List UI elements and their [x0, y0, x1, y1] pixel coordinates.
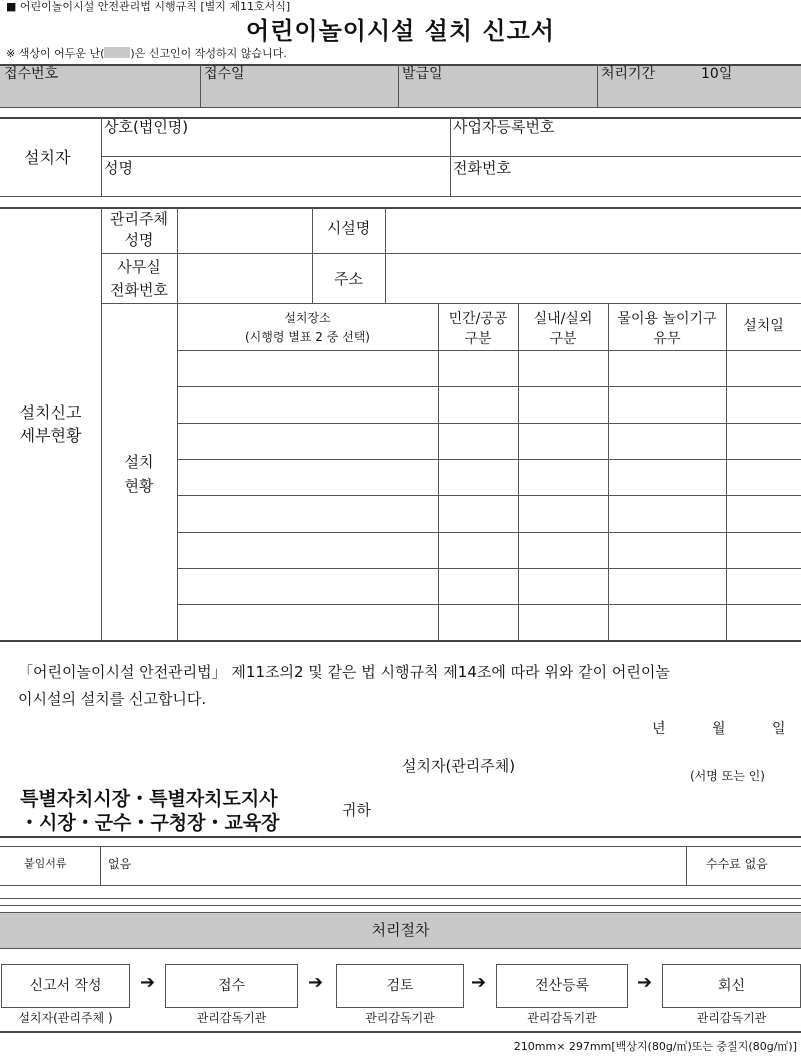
step-receive-actor: 관리감독기관	[196, 1011, 267, 1025]
col-water-equipment: 물이용 놀이기구 유무	[617, 311, 717, 347]
details-section-label: 설치신고 세부현황	[19, 403, 82, 445]
installer-phone-field[interactable]: 전화번호	[453, 159, 511, 177]
col-public-private: 민간/공공 구분	[448, 311, 508, 347]
issue-date-label: 발급일	[402, 66, 443, 82]
procedure-title: 처리절차	[371, 921, 430, 939]
honorific: 귀하	[342, 801, 371, 819]
address-field[interactable]	[388, 256, 798, 300]
company-name-field[interactable]: 상호(법인명)	[104, 118, 189, 136]
step-write-form-actor: 설치자(관리주체 )	[18, 1011, 113, 1025]
arrow-icon: ➔	[471, 972, 487, 993]
form-title: 어린이놀이시설 설치 신고서	[246, 17, 555, 45]
office-phone-field[interactable]	[179, 256, 309, 300]
shade-sample	[104, 47, 130, 58]
install-status-label: 설치 현황	[124, 453, 154, 495]
attachments-value: 없음	[108, 857, 132, 871]
arrow-icon: ➔	[308, 972, 324, 993]
installer-name-field[interactable]: 성명	[104, 159, 133, 177]
paper-size-note: 210mm× 297mm[백상지(80g/㎡)또는 중질지(80g/㎡)]	[513, 1040, 797, 1053]
step-reply: 회신	[662, 964, 801, 1008]
manager-name-field[interactable]	[179, 210, 309, 250]
step-review: 검토	[336, 964, 464, 1008]
facility-name-field[interactable]	[388, 210, 798, 250]
processing-period-label: 처리기간	[601, 66, 656, 82]
col-location: 설치장소 (시행령 별표 2 중 선택)	[245, 311, 370, 344]
manager-label: 관리주체 성명	[110, 210, 168, 249]
declaration-line-2: 이시설의 설치를 신고합니다.	[18, 690, 207, 708]
recipient-line-2: ・시장・군수・구청장・교육장	[20, 812, 280, 834]
step-receive: 접수	[165, 964, 298, 1008]
signer-label: 설치자(관리주체)	[402, 757, 516, 775]
business-reg-no-field[interactable]: 사업자등록번호	[453, 118, 555, 136]
receipt-date-label: 접수일	[204, 66, 245, 82]
receipt-no-label: 접수번호	[4, 66, 59, 82]
step-review-actor: 관리감독기관	[365, 1011, 435, 1025]
attachments-label: 붙임서류	[24, 857, 67, 870]
processing-period-value: 10일	[701, 66, 733, 82]
step-register-actor: 관리감독기관	[527, 1011, 597, 1025]
facility-name-label: 시설명	[326, 219, 371, 237]
office-phone-label: 사무실 전화번호	[110, 258, 168, 299]
date-year: 년	[652, 721, 666, 737]
arrow-icon: ➔	[637, 972, 653, 993]
step-write-form: 신고서 작성	[1, 964, 130, 1008]
step-reply-actor: 관리감독기관	[696, 1011, 767, 1025]
fee-label: 수수료 없음	[706, 857, 768, 871]
step-register: 전산등록	[496, 964, 628, 1008]
col-indoor-outdoor: 실내/실외 구분	[533, 311, 593, 347]
col-install-date: 설치일	[743, 318, 784, 334]
shading-note: ※ 색상이 어두운 난( )은 신고인이 작성하지 않습니다.	[6, 47, 287, 60]
recipient-line-1: 특별자치시장・특별자치도지사	[20, 788, 278, 810]
date-month: 월	[712, 721, 726, 737]
sign-note: (서명 또는 인)	[690, 769, 765, 783]
address-label: 주소	[334, 270, 363, 288]
arrow-icon: ➔	[140, 972, 156, 993]
date-day: 일	[772, 721, 786, 737]
legal-basis: ■ 어린이놀이시설 안전관리법 시행규칙 [별지 제11호서식]	[6, 0, 291, 13]
declaration-line-1: 「어린이놀이시설 안전관리법」 제11조의2 및 같은 법 시행규칙 제14조에 따라 위와 같이 어린이놀	[18, 663, 670, 681]
installer-section-label: 설치자	[24, 148, 71, 167]
receipt-row	[0, 65, 801, 107]
